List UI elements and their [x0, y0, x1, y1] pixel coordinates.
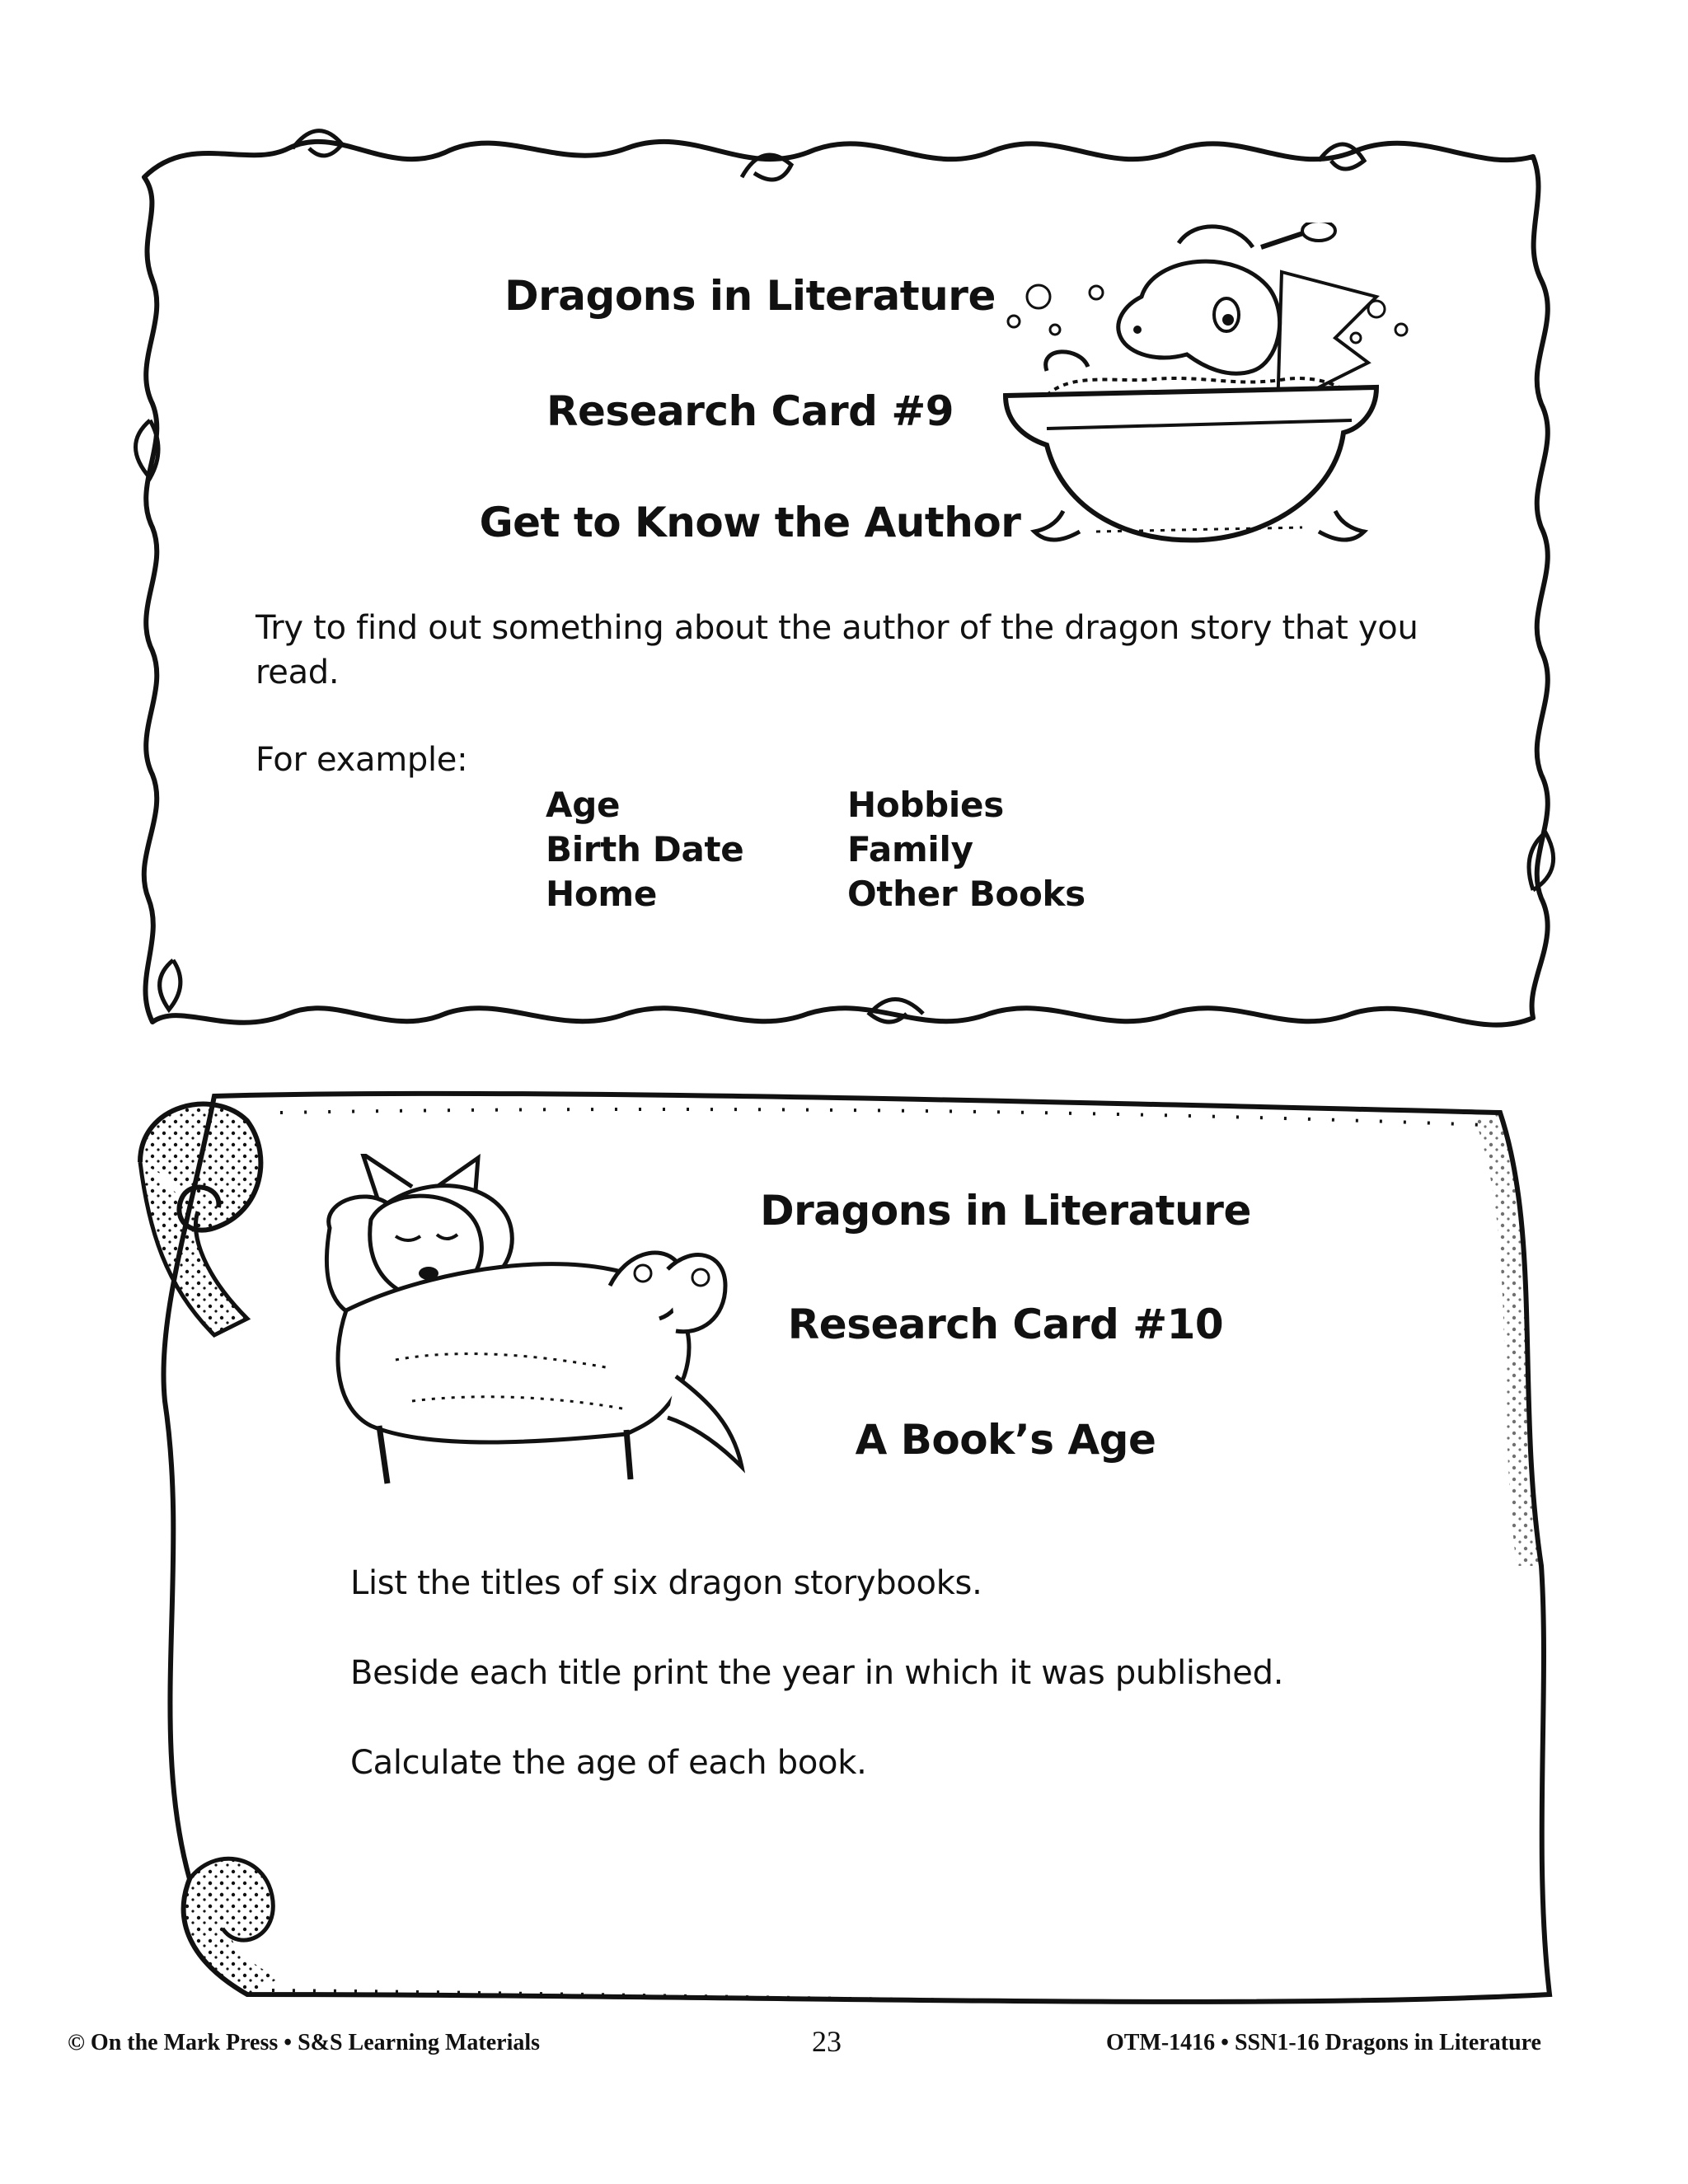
- card10-heading: Dragons in Literature: [760, 1187, 1251, 1235]
- list-item: Age: [546, 785, 621, 825]
- card10-card-number: Research Card #10: [787, 1301, 1224, 1348]
- card9-example-label: For example:: [256, 741, 468, 779]
- footer-publisher: © On the Mark Press • S&S Learning Materials: [68, 2030, 541, 2055]
- card10-line-1: List the titles of six dragon storybooks.: [350, 1564, 982, 1602]
- footer-page-number: 23: [812, 2025, 842, 2058]
- card9-heading: Dragons in Literature: [504, 272, 996, 320]
- card9-card-number: Research Card #9: [546, 387, 954, 435]
- card9-subtitle: Get to Know the Author: [479, 499, 1021, 546]
- list-item: Home: [546, 874, 658, 914]
- card9-instruction: Try to find out something about the author of the dragon story that you read.: [256, 609, 1418, 691]
- card10-line-3: Calculate the age of each book.: [350, 1744, 867, 1782]
- list-item: Family: [847, 829, 973, 869]
- list-item: Hobbies: [847, 785, 1004, 825]
- card10-line-2: Beside each title print the year in which it was published.: [350, 1654, 1284, 1692]
- list-item: Birth Date: [546, 829, 744, 869]
- list-item: Other Books: [847, 874, 1085, 914]
- footer-product: OTM-1416 • SSN1-16 Dragons in Literature: [1105, 2030, 1541, 2055]
- sleeping-dragon-in-bed-icon: [313, 1154, 775, 1500]
- card10-subtitle: A Book’s Age: [855, 1416, 1156, 1464]
